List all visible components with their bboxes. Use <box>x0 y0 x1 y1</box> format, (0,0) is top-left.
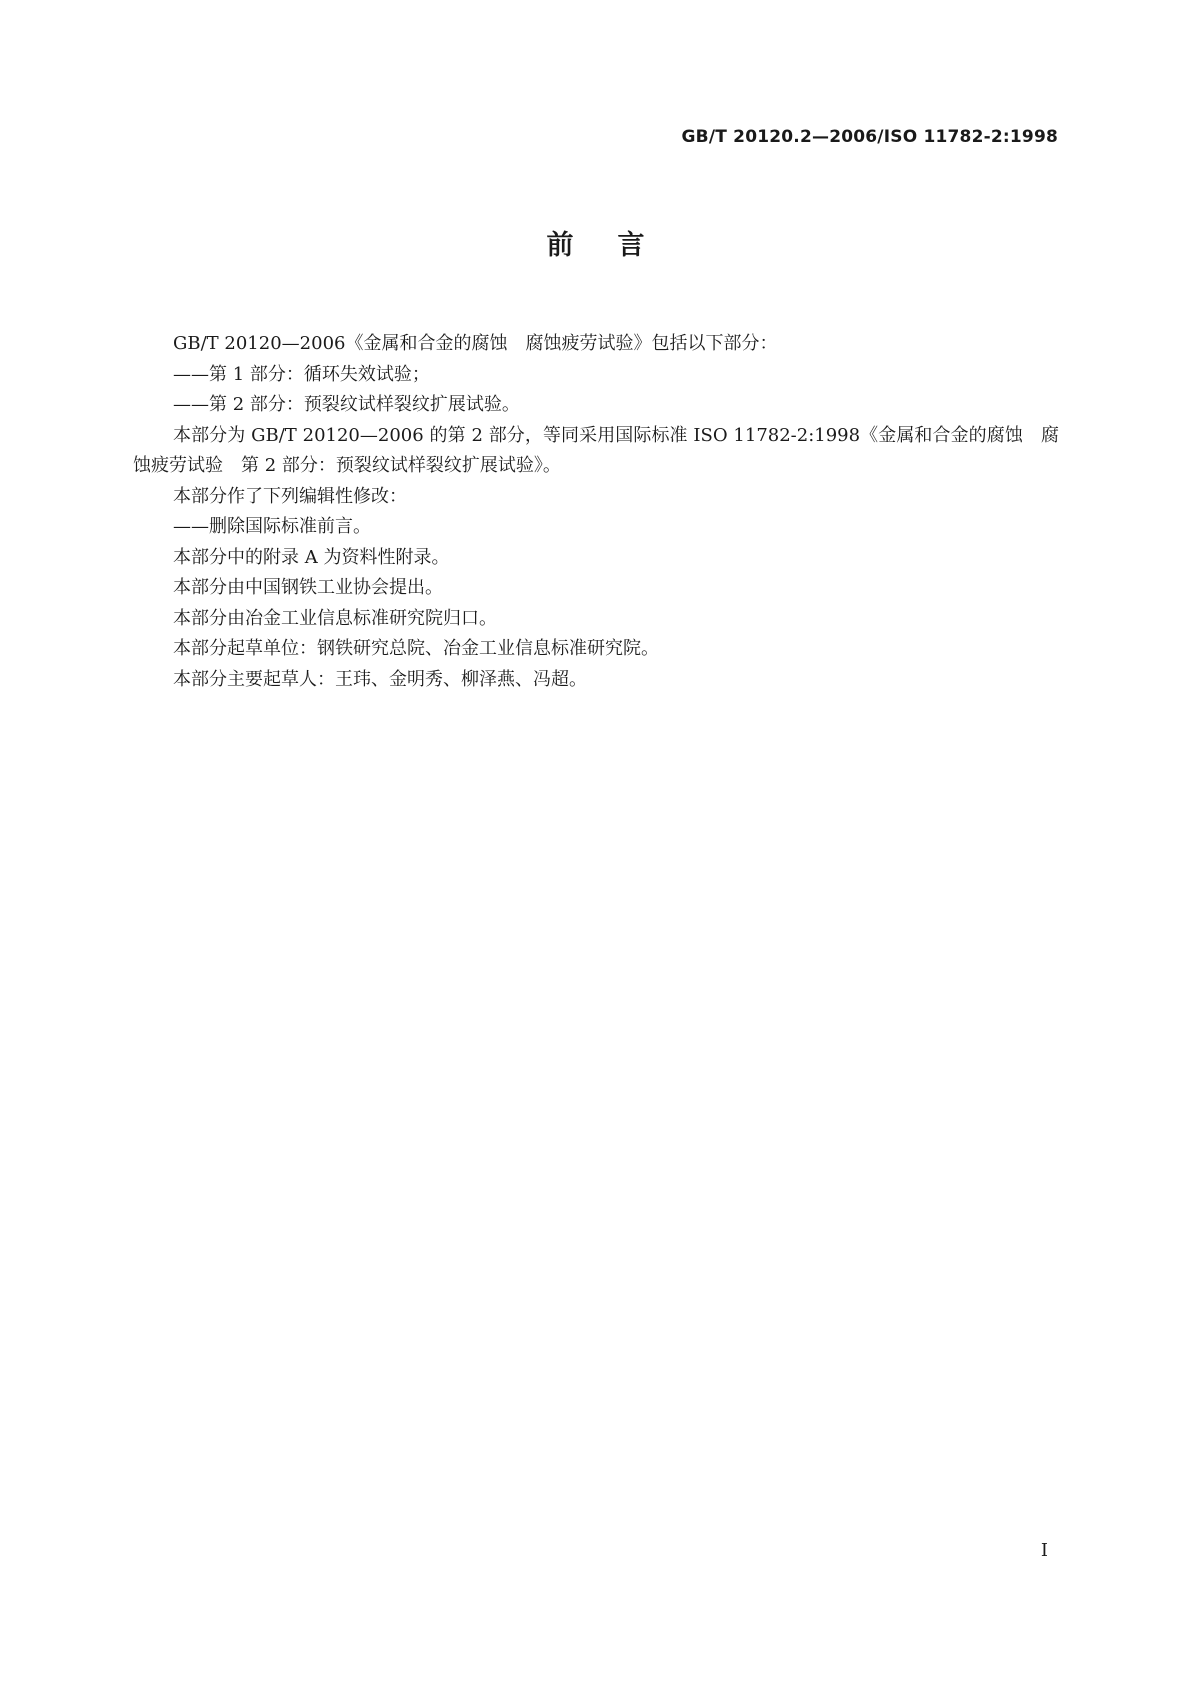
paragraph-parts-intro: GB/T 20120—2006《金属和合金的腐蚀 腐蚀疲劳试验》包括以下部分： <box>173 333 778 354</box>
paragraph-administrator: 本部分由冶金工业信息标准研究院归口。 <box>173 607 497 629</box>
paragraph-proposer: 本部分由中国钢铁工业协会提出。 <box>173 577 443 598</box>
paragraph-annex: 本部分中的附录 A 为资料性附录。 <box>173 546 450 568</box>
list-item-part-2: ——第 2 部分：预裂纹试样裂纹扩展试验。 <box>173 394 520 415</box>
standard-number-header: GB/T 20120.2—2006/ISO 11782-2:1998 <box>681 127 1058 147</box>
paragraph-drafters: 本部分主要起草人：王玮、金明秀、柳泽燕、冯超。 <box>173 668 587 690</box>
paragraph-drafting-units: 本部分起草单位：钢铁研究总院、冶金工业信息标准研究院。 <box>173 638 659 659</box>
page-number: I <box>1040 1540 1048 1561</box>
paragraph-edits-intro: 本部分作了下列编辑性修改： <box>173 485 407 507</box>
list-item-part-1: ——第 1 部分：循环失效试验； <box>173 363 430 385</box>
page-title: 前言 <box>546 230 689 261</box>
foreword-body <box>133 329 1059 695</box>
list-item-edit: ——删除国际标准前言。 <box>173 516 371 537</box>
paragraph-equivalence: 本部分为 GB/T 20120—2006 的第 2 部分，等同采用国际标准 ISO 11782-2:1998《金属和合金的腐蚀 腐蚀疲劳试验 第 2 部分：预裂纹试样裂纹扩展试验》。 <box>133 424 1059 476</box>
